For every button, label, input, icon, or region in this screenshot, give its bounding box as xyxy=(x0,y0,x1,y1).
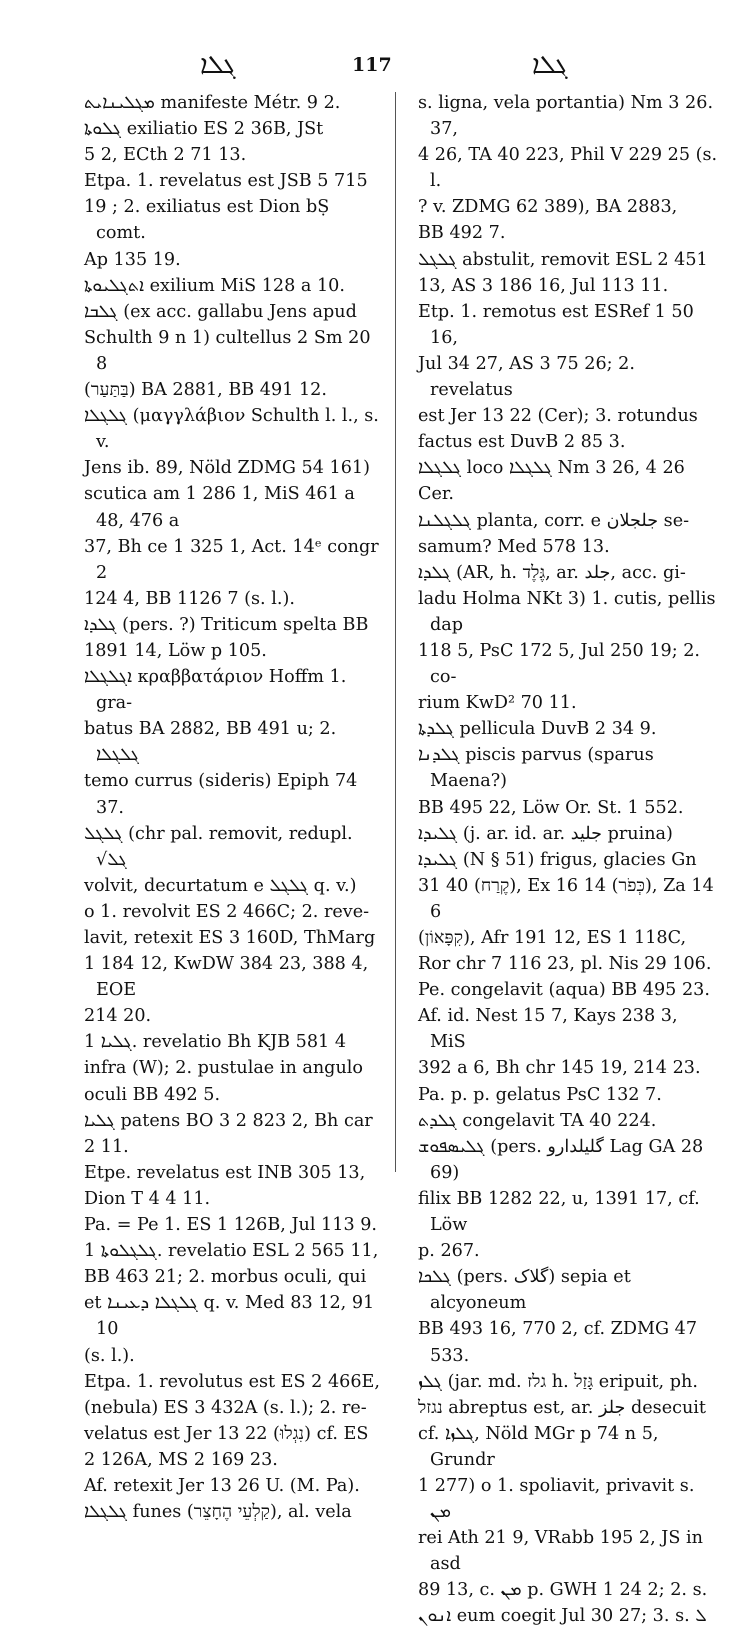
dictionary-entry xyxy=(418,716,718,742)
entry-line: 5 2, ECth 2 71 13. xyxy=(84,145,247,166)
entry-line: ܓܠܓܠܐ funes (קַלְעֵי הֶחָצֵר), al. vela xyxy=(84,1502,352,1523)
dictionary-entry xyxy=(84,612,380,664)
entry-line: Pe. congelavit (aqua) BB 495 23. xyxy=(418,980,710,1001)
entry-line: 1 184 12, KwDW 384 23, 388 4, EOE xyxy=(84,954,369,1001)
entry-line: est Jer 13 22 (Cer); 3. rotundus xyxy=(418,406,698,427)
entry-line: Etpa. 1. revelatus est JSB 5 715 xyxy=(84,171,368,192)
entry-line: (nebula) ES 3 432A (s. l.); 2. re- xyxy=(84,1397,367,1418)
entry-line: et ܓܠܓܠܐ ܕܥܝܢܐ q. v. Med 83 12, 91 10 xyxy=(84,1293,375,1340)
entry-line: ܡܓܠܝܢܐܝܬ manifeste Métr. 9 2. xyxy=(84,93,341,113)
entry-line: velatus est Jer 13 22 (נִגְלוּ) cf. ES xyxy=(84,1423,369,1444)
entry-line: 89 13, c. ܡܢ p. GWH 1 24 2; 2. s. xyxy=(418,1580,708,1601)
entry-line: 1 277) o 1. spoliavit, privavit s. ܡܢ xyxy=(418,1475,695,1523)
entry-line: lavit, retexit ES 3 160D, ThMarg xyxy=(84,928,376,948)
entry-line: volvit, decurtatum e ܓܠܓܠ q. v.) xyxy=(84,875,357,896)
dictionary-entry xyxy=(418,847,718,1108)
entry-line: o 1. revolvit ES 2 466C; 2. reve- xyxy=(84,901,370,922)
dictionary-entry xyxy=(84,403,380,612)
entry-line: Etpe. revelatus est INB 305 13, xyxy=(84,1162,366,1183)
entry-line: 37, Bh ce 1 325 1, Act. 14ᵉ congr 2 xyxy=(84,536,379,583)
entry-line: scutica am 1 286 1, MiS 461 a 48, 476 a xyxy=(84,484,355,531)
entry-line: ܓܠܘܬܐ exiliatio ES 2 36B, JSt xyxy=(84,119,324,140)
running-head xyxy=(0,48,750,82)
dictionary-entry xyxy=(84,664,380,821)
dictionary-entry xyxy=(418,560,718,717)
entry-line: rium KwD² 70 11. xyxy=(418,693,577,714)
entry-line: ܓܠܕܢܐ piscis parvus (sparus Maena?) xyxy=(418,745,654,792)
dictionary-entry xyxy=(84,1108,380,1238)
dictionary-entry xyxy=(84,116,380,273)
entry-line: Ror chr 7 116 23, pl. Nis 29 106. xyxy=(418,954,712,975)
entry-line: 124 4, BB 1126 7 (s. l.). xyxy=(84,588,295,609)
dictionary-entry xyxy=(418,1108,718,1134)
left-column xyxy=(84,90,380,1525)
entry-line: Af. id. Nest 15 7, Kays 238 3, MiS xyxy=(418,1006,678,1053)
entry-line: Schulth 9 n 1) cultellus 2 Sm 20 8 xyxy=(84,327,371,374)
dictionary-entry xyxy=(418,821,718,847)
entry-line: Af. retexit Jer 13 26 U. (M. Pa). xyxy=(84,1475,360,1496)
entry-line: 13, AS 3 186 16, Jul 113 11. xyxy=(418,275,669,296)
entry-line: Ap 135 19. xyxy=(84,249,181,270)
entry-line: s. ligna, vela portantia) Nm 3 26. 37, xyxy=(418,93,714,140)
entry-line: 118 5, PsC 172 5, Jul 250 19; 2. co- xyxy=(418,640,701,688)
entry-line: factus est DuvB 2 85 3. xyxy=(418,432,626,453)
entry-line: ܓܠܓܠܐ (μαγγλάβιον Schulth l. l., s. v. xyxy=(84,406,379,453)
entry-line: ܓܠܓܠܢܐ planta, corr. e جلجلان se- xyxy=(418,510,690,531)
entry-line: (קִפָּאוֹן), Afr 191 12, ES 1 118C, xyxy=(418,928,687,948)
entry-line: ܓܠܝܐ patens BO 3 2 823 2, Bh car xyxy=(84,1110,373,1131)
entry-line: samum? Med 578 13. xyxy=(418,536,610,557)
dictionary-entry xyxy=(418,742,718,820)
entry-line: 2 126A, MS 2 169 23. xyxy=(84,1449,278,1470)
entry-line: Pa. p. p. gelatus PsC 132 7. xyxy=(418,1084,662,1105)
dictionary-entry xyxy=(84,1238,380,1499)
entry-line: 2 11. xyxy=(84,1136,129,1157)
entry-line: ܓܠܕܬܐ pellicula DuvB 2 34 9. xyxy=(418,719,657,740)
entry-line: ܓܠܙ (jar. md. גלז h. גָּזַל eripuit, ph. xyxy=(418,1371,698,1392)
entry-line: ܓܠܕܐ (AR, h. גֶּלֶד, ar. جلد, acc. gi- xyxy=(418,562,686,583)
entry-line: Etpa. 1. revolutus est ES 2 466E, xyxy=(84,1371,380,1392)
dictionary-entry xyxy=(418,508,718,560)
dictionary-entry xyxy=(84,821,380,1030)
entry-line: p. 267. xyxy=(418,1241,480,1262)
entry-line: 19 ; 2. exiliatus est Dion bṢ comt. xyxy=(84,197,330,244)
entry-line: ܓܠܝܐ 1. revelatio Bh KJB 581 4 xyxy=(84,1032,347,1053)
entry-line: 4 26, TA 40 223, Phil V 229 25 (s. l. xyxy=(418,145,718,192)
entry-line: Dion T 4 4 11. xyxy=(84,1188,211,1209)
dictionary-entry xyxy=(84,273,380,299)
entry-line: Pa. = Pe 1. ES 1 126B, Jul 113 9. xyxy=(84,1215,378,1236)
entry-line: filix BB 1282 22, u, 1391 17, cf. Löw xyxy=(418,1188,700,1236)
entry-line: BB 463 21; 2. morbus oculi, qui xyxy=(84,1267,367,1288)
entry-line: cf. ܓܠܙܐ, Nöld MGr p 74 n 5, Grundr xyxy=(418,1423,659,1470)
dictionary-entry xyxy=(418,1264,718,1368)
entry-line: ܓܠܝܕܐ (j. ar. id. ar. جليد pruina) xyxy=(418,823,673,844)
entry-line: rei Ath 21 9, VRabb 195 2, JS in asd xyxy=(418,1528,703,1575)
entry-line: Etp. 1. remotus est ESRef 1 50 16, xyxy=(418,301,694,348)
entry-line: 31 40 (קֶרַח), Ex 16 14 (כְּפֹר), Za 14 6 xyxy=(418,875,714,922)
entry-line: נגזל abreptus est, ar. جلز desecuit xyxy=(418,1397,706,1418)
entry-line: infra (W); 2. pustulae in angulo xyxy=(84,1058,364,1079)
dictionary-entry xyxy=(84,90,380,116)
entry-line: ܓܠܕܬ congelavit TA 40 224. xyxy=(418,1110,657,1131)
entry-line: ܓܠܓܠ abstulit, removit ESL 2 451 xyxy=(418,249,708,270)
dictionary-entry xyxy=(84,1029,380,1107)
entry-line: ܓܠܟܐ (pers. گلاک) sepia et alcyoneum xyxy=(418,1267,631,1314)
entry-line: ܐܓܠܓܠܐ κραββατάριον Hoffm 1. gra- xyxy=(84,667,347,714)
entry-line: batus BA 2882, BB 491 u; 2. ܓܠܓܠܐ xyxy=(84,719,337,766)
entry-line: ܐܬܓܠܝܘܬܐ exilium MiS 128 a 10. xyxy=(84,275,345,296)
entry-line: ? v. ZDMG 62 389), BA 2883, xyxy=(418,197,678,218)
entry-line: 1891 14, Löw p 105. xyxy=(84,640,267,661)
dictionary-entry xyxy=(418,90,718,247)
entry-line: oculi BB 492 5. xyxy=(84,1084,221,1105)
dictionary-entry xyxy=(418,247,718,456)
page-number: 117 xyxy=(352,54,392,76)
dictionary-entry xyxy=(418,1134,718,1264)
entry-line: ܓܠܓܠ (chr pal. removit, redupl. √ܓܠ xyxy=(84,823,353,870)
entry-line: (s. l.). xyxy=(84,1345,135,1366)
entry-line: ܓܠܕܐ (pers. ?) Triticum spelta BB xyxy=(84,614,369,635)
entry-line: BB 492 7. xyxy=(418,223,506,244)
entry-line: ܓܠܓܠܐ loco ܓܠܓܠܐ Nm 3 26, 4 26 xyxy=(418,458,685,479)
entry-line: Jul 34 27, AS 3 75 26; 2. revelatus xyxy=(418,353,635,401)
running-head-left-word: ܓܠܐ xyxy=(200,50,236,80)
entry-line: Jens ib. 89, Nöld ZDMG 54 161) xyxy=(84,458,370,479)
entry-line: ladu Holma NKt 3) 1. cutis, pellis dap xyxy=(418,588,716,635)
entry-line: ܓܠܝܣܦܘܫ (pers. گليلدارو Lag GA 28 69) xyxy=(418,1136,704,1183)
entry-line: 392 a 6, Bh chr 145 19, 214 23. xyxy=(418,1058,701,1079)
entry-line: 214 20. xyxy=(84,1006,152,1027)
entry-line: Cer. xyxy=(418,484,454,505)
dictionary-entry xyxy=(418,455,718,507)
entry-line: ܓܠܒܐ (ex acc. gallabu Jens apud xyxy=(84,301,357,322)
entry-line: ܐܢܘܢ eum coegit Jul 30 27; 3. s. ܠ xyxy=(418,1606,707,1627)
entry-line: ܓܠܓܠܘܬܐ 1. revelatio ESL 2 565 11, xyxy=(84,1241,379,1262)
dictionary-entry xyxy=(84,299,380,403)
running-head-right-word: ܓܠܐ xyxy=(532,50,568,80)
entry-line: BB 495 22, Löw Or. St. 1 552. xyxy=(418,797,684,818)
entry-line: ܓܠܝܕܐ (N § 51) frigus, glacies Gn xyxy=(418,849,697,870)
dictionary-entry xyxy=(418,1369,718,1630)
column-divider xyxy=(395,92,396,1172)
entry-line: BB 493 16, 770 2, cf. ZDMG 47 533. xyxy=(418,1319,698,1366)
dictionary-entry xyxy=(84,1499,380,1525)
right-column xyxy=(418,90,718,1630)
entry-line: temo currus (sideris) Epiph 74 37. xyxy=(84,771,358,818)
entry-line: (בַּתַּעַר) BA 2881, BB 491 12. xyxy=(84,380,327,401)
